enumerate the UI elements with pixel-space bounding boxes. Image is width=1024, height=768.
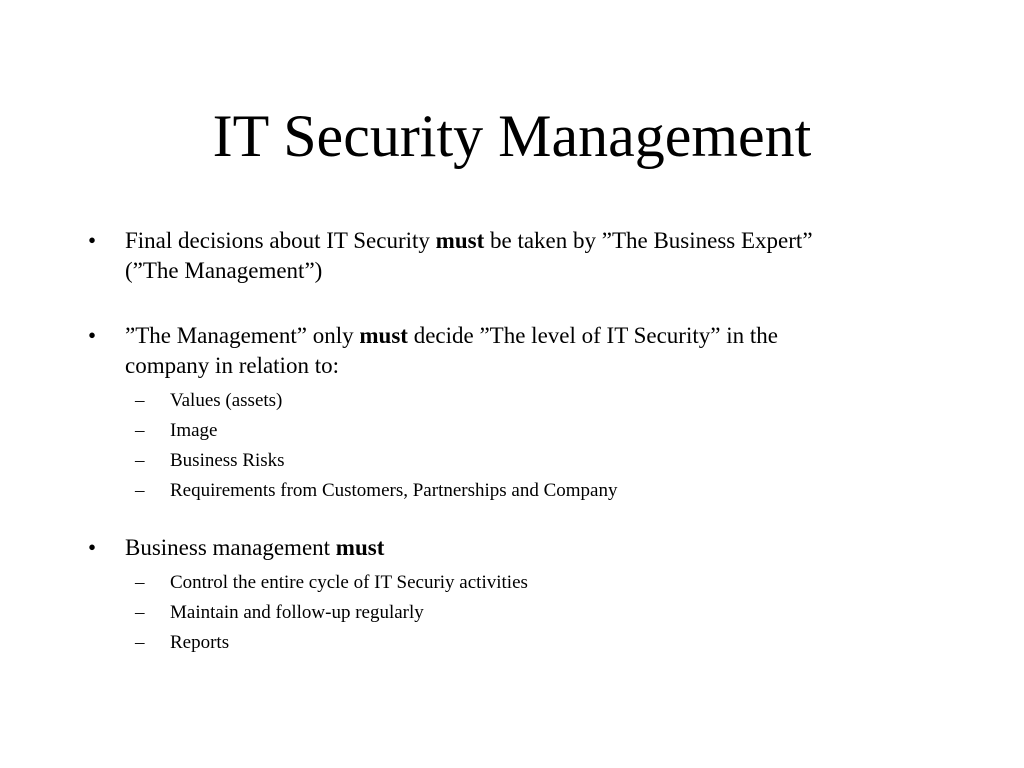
- sub-bullet-text: Business Risks: [170, 450, 285, 471]
- bullet-marker: •: [88, 535, 97, 560]
- sub-bullet-list: [0, 386, 1024, 506]
- bullet-text-part: ”The Management” only: [125, 323, 360, 348]
- bullet-row: [0, 226, 1024, 286]
- sub-bullet-text: Maintain and follow-up regularly: [170, 602, 424, 623]
- bullet-emphasis: must: [435, 228, 485, 253]
- bullet-item: [0, 533, 1024, 658]
- bullet-marker: •: [88, 228, 97, 253]
- bullet-text: [125, 533, 925, 563]
- sub-bullet-item: [0, 568, 1024, 598]
- sub-bullet-text: Image: [170, 420, 218, 441]
- bullet-text-part: company in relation to:: [125, 353, 339, 378]
- sub-bullet-item: [0, 386, 1024, 416]
- sub-bullet-marker: –: [135, 450, 145, 471]
- sub-bullet-marker: –: [135, 480, 145, 501]
- sub-bullet-marker: –: [135, 602, 145, 623]
- bullet-text: [125, 226, 925, 286]
- bullet-item: [0, 226, 1024, 286]
- sub-bullet-item: [0, 598, 1024, 628]
- sub-bullet-item: [0, 446, 1024, 476]
- bullet-text: [125, 321, 925, 381]
- slide-title: IT Security Management: [212, 103, 812, 169]
- bullet-emphasis: must: [335, 535, 385, 560]
- sub-bullet-list: [0, 568, 1024, 658]
- bullet-text-part: be taken by ”The Business Expert”: [484, 228, 813, 253]
- bullet-text-part: Final decisions about IT Security: [125, 228, 436, 253]
- bullet-text-part: decide ”The level of IT Security” in the: [407, 323, 778, 348]
- sub-bullet-text: Reports: [170, 632, 230, 653]
- sub-bullet-item: [0, 628, 1024, 658]
- bullet-emphasis: must: [359, 323, 408, 348]
- sub-bullet-item: [0, 416, 1024, 446]
- bullet-row: [0, 321, 1024, 381]
- sub-bullet-item: [0, 476, 1024, 506]
- sub-bullet-text: Requirements from Customers, Partnerships and Company: [170, 480, 618, 501]
- sub-bullet-marker: –: [135, 572, 145, 593]
- bullet-item: [0, 321, 1024, 506]
- bullet-marker: •: [88, 323, 97, 348]
- bullet-text-part: Business management: [125, 535, 336, 560]
- bullet-text-part: (”The Management”): [125, 258, 323, 283]
- bullet-row: [0, 533, 1024, 563]
- sub-bullet-marker: –: [135, 420, 145, 441]
- sub-bullet-text: Values (assets): [170, 390, 283, 411]
- sub-bullet-text: Control the entire cycle of IT Securiy activities: [170, 572, 528, 593]
- sub-bullet-marker: –: [135, 632, 145, 653]
- sub-bullet-marker: –: [135, 390, 145, 411]
